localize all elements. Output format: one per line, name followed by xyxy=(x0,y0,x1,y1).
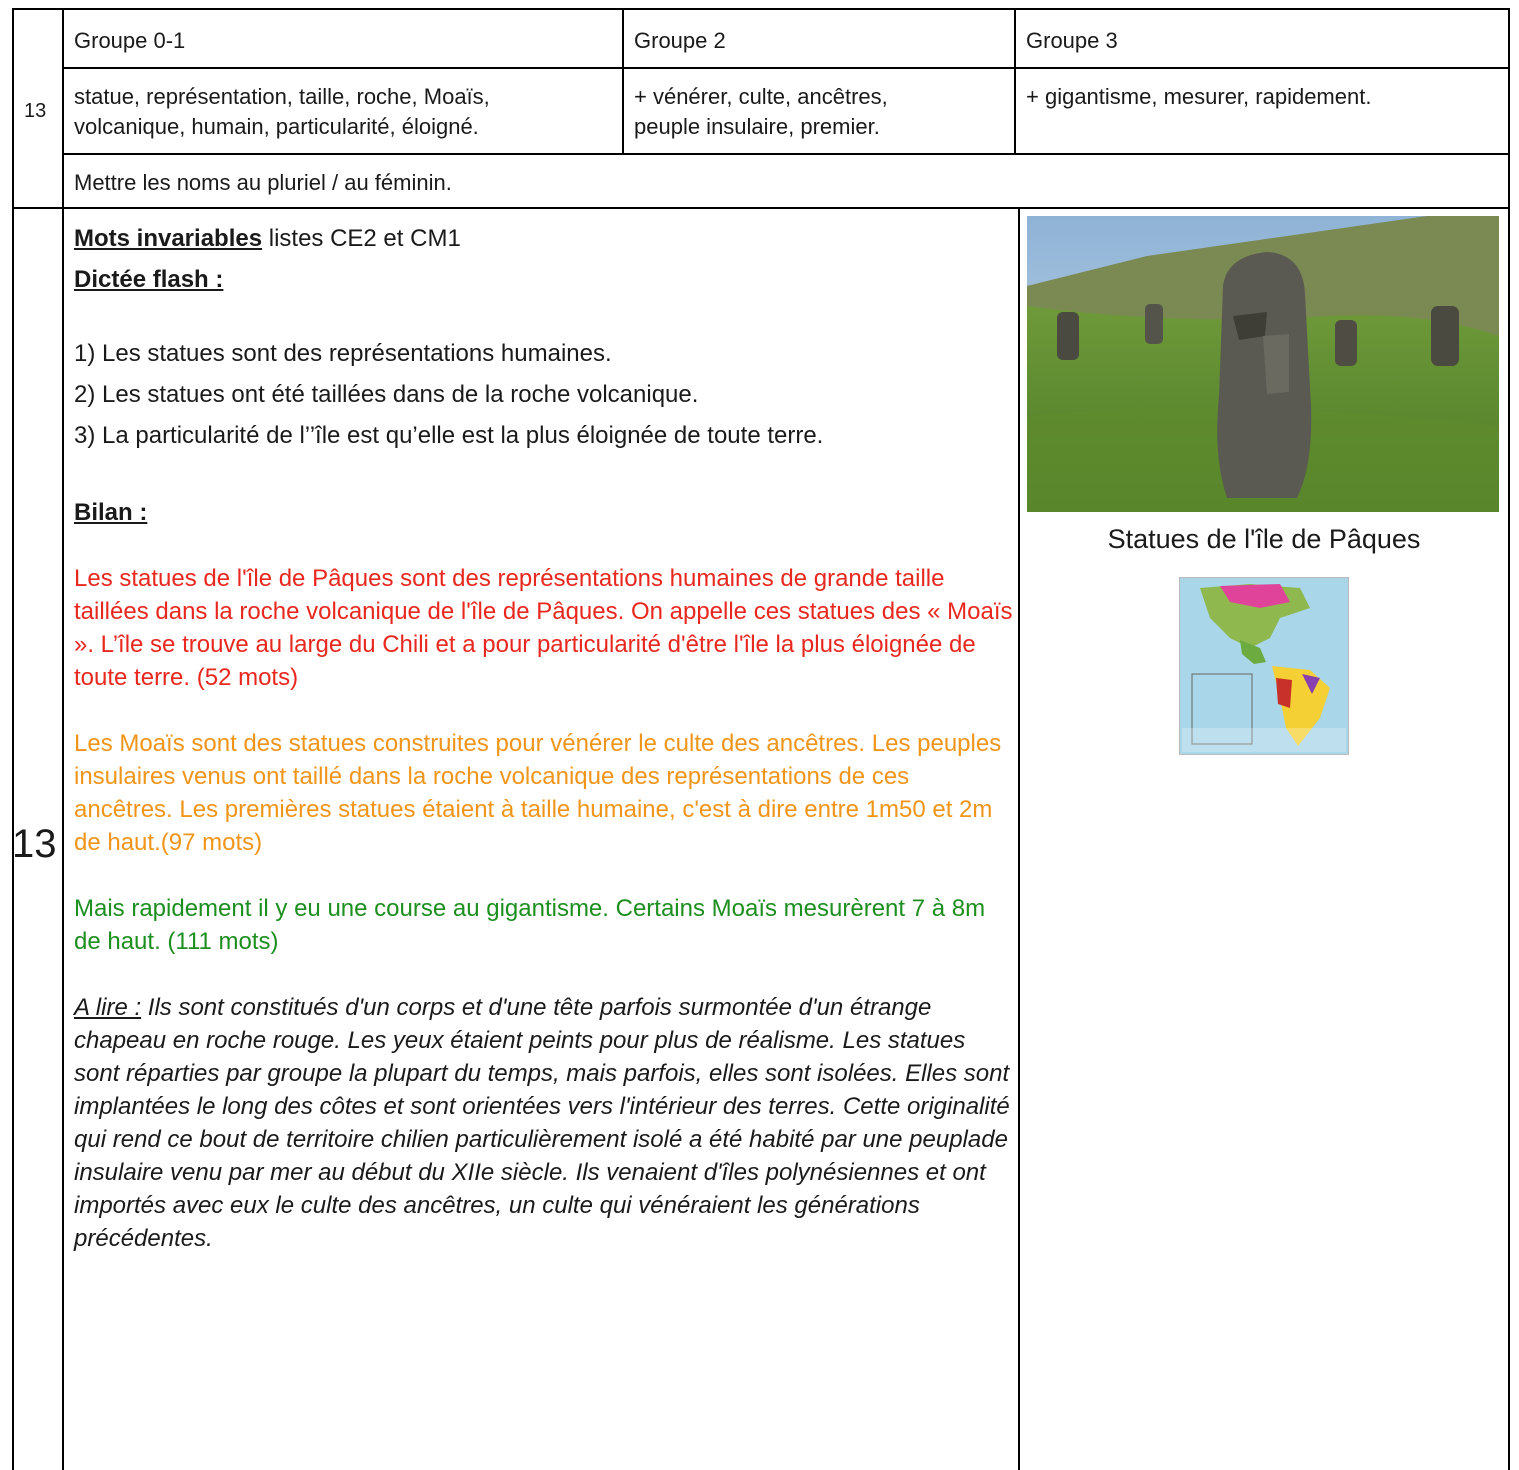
col-divider-1 xyxy=(622,8,624,154)
moai-photo-illustration xyxy=(1027,216,1499,512)
bilan-red-paragraph: Les statues de l'île de Pâques sont des représentations humaines de grande taille taillées dans la roche volcanique de l'île de Pâques. On appelle ces statues des « Moaïs ». L’île se trouve au large du Chili et a pour particularité d'être l'île la plus éloignée de toute terre. (52 mots) xyxy=(74,565,1013,691)
sentence-3: 3) La particularité de l’’île est qu’elle est la plus éloignée de toute terre. xyxy=(74,422,824,449)
words-row-divider xyxy=(62,153,1510,155)
sentence-2: 2) Les statues ont été taillées dans de la roche volcanique. xyxy=(74,381,699,408)
col-divider-2 xyxy=(1014,8,1016,154)
row-number-divider xyxy=(62,8,64,1470)
mots-invariables-title: Mots invariables xyxy=(74,225,263,252)
header-groupe-0-1: Groupe 0-1 xyxy=(74,28,186,53)
bilan-orange-paragraph: Les Moaïs sont des statues construites pour vénérer le culte des ancêtres. Les peuples insulaires venus ont taillé dans la roche volcanique des représentations de ces ancêtres. Les premières statues étaient à taille humaine, c'est à dire entre 1m50 et 2m de haut.(97 mots) xyxy=(74,730,1002,856)
header-groupe-2: Groupe 2 xyxy=(634,28,726,53)
row-number-1: 13 xyxy=(24,100,47,122)
header-groupe-3: Groupe 3 xyxy=(1026,28,1118,53)
bilan-green-paragraph: Mais rapidement il y eu une course au gigantisme. Certains Moaïs mesurèrent 7 à 8m de haut. (111 mots) xyxy=(74,895,986,955)
words-groupe-3: + gigantisme, mesurer, rapidement. xyxy=(1026,84,1372,109)
a-lire-text: Ils sont constitués d'un corps et d'une tête parfois surmontée d'un étrange chapeau en roche rouge. Les yeux étaient peints pour plus de réalisme. Les statues sont réparties par groupe la plupart du temps, mais parfois, elles sont isolées. Elles sont implantées le long des côtes et sont orientées vers l'intérieur des terres. Cette originalité qui rend ce bout de territoire chilien particulièrement isolé a été habité par une peuplade insulaire venu par mer au début du XIIe siècle. Ils venaient d'îles polynésiennes et ont importés avec eux le culte des ancêtres, un culte qui vénéraient les générations précédentes. xyxy=(74,994,1010,1252)
lesson-image-divider xyxy=(1018,207,1020,1470)
mots-invariables-rest: listes CE2 et CM1 xyxy=(262,225,461,252)
a-lire-label: A lire : xyxy=(74,994,142,1021)
moai-photo xyxy=(1027,216,1499,512)
table-border-top xyxy=(12,8,1510,10)
section-divider xyxy=(12,207,1510,209)
bilan-title: Bilan : xyxy=(74,499,148,526)
instruction-text: Mettre les noms au pluriel / au féminin. xyxy=(74,170,452,195)
americas-map xyxy=(1179,577,1349,755)
header-row-divider xyxy=(62,67,1510,69)
a-lire-paragraph xyxy=(74,991,1014,1255)
dictee-flash-title: Dictée flash : xyxy=(74,266,224,293)
sentence-1: 1) Les statues sont des représentations humaines. xyxy=(74,340,612,367)
words-groupe-2: + vénérer, culte, ancêtres, peuple insulaire, premier. xyxy=(634,84,888,139)
lesson-content xyxy=(74,222,1014,1255)
mots-invariables-line xyxy=(74,222,1014,255)
photo-caption: Statues de l'île de Pâques xyxy=(1107,524,1421,554)
row-number-2: 13 xyxy=(12,822,57,866)
table-border-left xyxy=(12,8,14,208)
words-groupe-0-1: statue, représentation, taille, roche, Moaïs, volcanique, humain, particularité, éloigné. xyxy=(74,84,490,139)
americas-map-illustration xyxy=(1180,578,1348,754)
table-border-right xyxy=(1508,8,1510,1470)
